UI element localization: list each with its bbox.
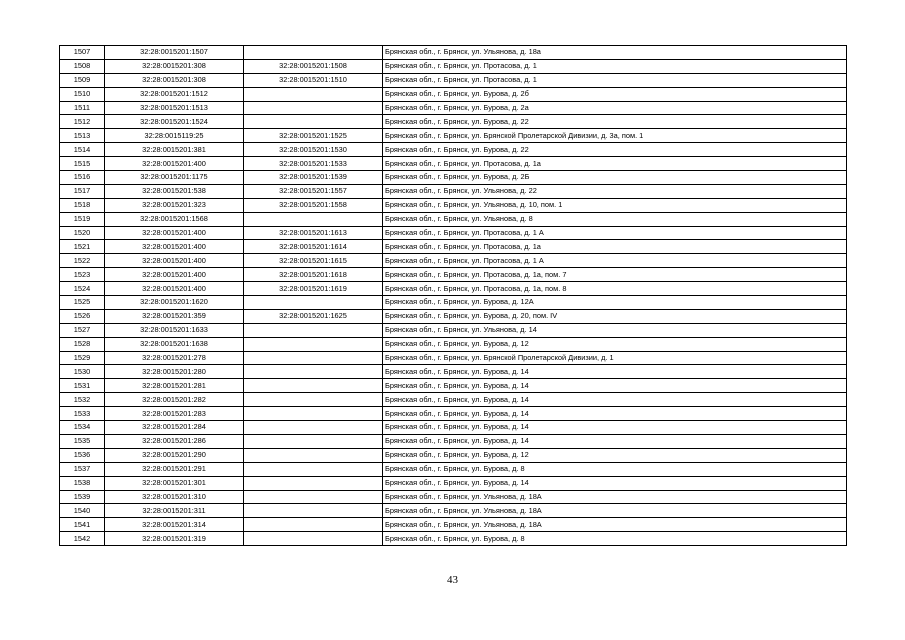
- table-row: [60, 532, 847, 546]
- row-number-cell: 1535: [60, 434, 105, 448]
- row-number-cell: 1518: [60, 198, 105, 212]
- cadastral-number-cell: 32:28:0015201:381: [105, 143, 244, 157]
- linked-cadastral-number-cell: [244, 323, 383, 337]
- table-row: [60, 268, 847, 282]
- address-cell: Брянская обл., г. Брянск, ул. Ульянова, д. 22: [383, 184, 847, 198]
- table-row: [60, 296, 847, 310]
- table-row: [60, 46, 847, 60]
- cadastral-number-cell: 32:28:0015201:538: [105, 184, 244, 198]
- linked-cadastral-number-cell: 32:28:0015201:1533: [244, 157, 383, 171]
- table-row: [60, 184, 847, 198]
- linked-cadastral-number-cell: [244, 462, 383, 476]
- table-row: [60, 407, 847, 421]
- linked-cadastral-number-cell: 32:28:0015201:1558: [244, 198, 383, 212]
- linked-cadastral-number-cell: [244, 87, 383, 101]
- cadastral-number-cell: 32:28:0015201:400: [105, 282, 244, 296]
- table-row: [60, 101, 847, 115]
- linked-cadastral-number-cell: [244, 351, 383, 365]
- address-cell: Брянская обл., г. Брянск, ул. Протасова, д. 1а: [383, 157, 847, 171]
- table-row: [60, 309, 847, 323]
- row-number-cell: 1529: [60, 351, 105, 365]
- linked-cadastral-number-cell: [244, 365, 383, 379]
- linked-cadastral-number-cell: 32:28:0015201:1613: [244, 226, 383, 240]
- table-row: [60, 226, 847, 240]
- address-cell: Брянская обл., г. Брянск, ул. Бурова, д. 14: [383, 379, 847, 393]
- address-cell: Брянская обл., г. Брянск, ул. Бурова, д. 12: [383, 337, 847, 351]
- row-number-cell: 1533: [60, 407, 105, 421]
- linked-cadastral-number-cell: 32:28:0015201:1530: [244, 143, 383, 157]
- table-row: [60, 490, 847, 504]
- row-number-cell: 1520: [60, 226, 105, 240]
- row-number-cell: 1525: [60, 296, 105, 310]
- address-cell: Брянская обл., г. Брянск, ул. Ульянова, д. 8: [383, 212, 847, 226]
- table-row: [60, 421, 847, 435]
- row-number-cell: 1524: [60, 282, 105, 296]
- cadastral-number-cell: 32:28:0015201:1524: [105, 115, 244, 129]
- address-cell: Брянская обл., г. Брянск, ул. Бурова, д. 14: [383, 365, 847, 379]
- row-number-cell: 1538: [60, 476, 105, 490]
- table-row: [60, 59, 847, 73]
- row-number-cell: 1514: [60, 143, 105, 157]
- cadastral-number-cell: 32:28:0015201:1638: [105, 337, 244, 351]
- row-number-cell: 1532: [60, 393, 105, 407]
- table-row: [60, 462, 847, 476]
- cadastral-number-cell: 32:28:0015201:1513: [105, 101, 244, 115]
- cadastral-number-cell: 32:28:0015201:1568: [105, 212, 244, 226]
- row-number-cell: 1522: [60, 254, 105, 268]
- cadastral-number-cell: 32:28:0015201:400: [105, 157, 244, 171]
- linked-cadastral-number-cell: [244, 448, 383, 462]
- table-row: [60, 365, 847, 379]
- table-row: [60, 351, 847, 365]
- linked-cadastral-number-cell: 32:28:0015201:1619: [244, 282, 383, 296]
- cadastral-number-cell: 32:28:0015201:284: [105, 421, 244, 435]
- cadastral-number-cell: 32:28:0015119:25: [105, 129, 244, 143]
- address-cell: Брянская обл., г. Брянск, ул. Протасова, д. 1а, пом. 8: [383, 282, 847, 296]
- address-cell: Брянская обл., г. Брянск, ул. Ульянова, д. 18А: [383, 504, 847, 518]
- address-cell: Брянская обл., г. Брянск, ул. Ульянова, д. 10, пом. 1: [383, 198, 847, 212]
- address-cell: Брянская обл., г. Брянск, ул. Протасова, д. 1 А: [383, 226, 847, 240]
- row-number-cell: 1534: [60, 421, 105, 435]
- cadastral-number-cell: 32:28:0015201:1620: [105, 296, 244, 310]
- row-number-cell: 1531: [60, 379, 105, 393]
- table-row: [60, 254, 847, 268]
- address-cell: Брянская обл., г. Брянск, ул. Бурова, д. 14: [383, 476, 847, 490]
- cadastral-number-cell: 32:28:0015201:283: [105, 407, 244, 421]
- cadastral-register-table: [59, 45, 847, 546]
- address-cell: Брянская обл., г. Брянск, ул. Бурова, д. 14: [383, 421, 847, 435]
- table-row: [60, 337, 847, 351]
- table-body: [60, 46, 847, 546]
- row-number-cell: 1541: [60, 518, 105, 532]
- cadastral-number-cell: 32:28:0015201:282: [105, 393, 244, 407]
- address-cell: Брянская обл., г. Брянск, ул. Бурова, д. 14: [383, 393, 847, 407]
- table-row: [60, 323, 847, 337]
- address-cell: Брянская обл., г. Брянск, ул. Бурова, д. 12А: [383, 296, 847, 310]
- linked-cadastral-number-cell: [244, 393, 383, 407]
- linked-cadastral-number-cell: 32:28:0015201:1615: [244, 254, 383, 268]
- address-cell: Брянская обл., г. Брянск, ул. Брянской Пролетарской Дивизии, д. 3а, пом. 1: [383, 129, 847, 143]
- row-number-cell: 1517: [60, 184, 105, 198]
- address-cell: Брянская обл., г. Брянск, ул. Протасова, д. 1а, пом. 7: [383, 268, 847, 282]
- address-cell: Брянская обл., г. Брянск, ул. Протасова, д. 1: [383, 59, 847, 73]
- row-number-cell: 1515: [60, 157, 105, 171]
- linked-cadastral-number-cell: [244, 532, 383, 546]
- row-number-cell: 1536: [60, 448, 105, 462]
- table-row: [60, 198, 847, 212]
- cadastral-number-cell: 32:28:0015201:400: [105, 226, 244, 240]
- cadastral-number-cell: 32:28:0015201:281: [105, 379, 244, 393]
- row-number-cell: 1510: [60, 87, 105, 101]
- address-cell: Брянская обл., г. Брянск, ул. Бурова, д. 14: [383, 407, 847, 421]
- address-cell: Брянская обл., г. Брянск, ул. Брянской Пролетарской Дивизии, д. 1: [383, 351, 847, 365]
- row-number-cell: 1527: [60, 323, 105, 337]
- row-number-cell: 1540: [60, 504, 105, 518]
- linked-cadastral-number-cell: [244, 46, 383, 60]
- address-cell: Брянская обл., г. Брянск, ул. Ульянова, д. 18А: [383, 490, 847, 504]
- cadastral-number-cell: 32:28:0015201:359: [105, 309, 244, 323]
- address-cell: Брянская обл., г. Брянск, ул. Бурова, д. 2Б: [383, 171, 847, 185]
- linked-cadastral-number-cell: 32:28:0015201:1525: [244, 129, 383, 143]
- address-cell: Брянская обл., г. Брянск, ул. Протасова, д. 1: [383, 73, 847, 87]
- address-cell: Брянская обл., г. Брянск, ул. Бурова, д. 8: [383, 462, 847, 476]
- linked-cadastral-number-cell: 32:28:0015201:1557: [244, 184, 383, 198]
- address-cell: Брянская обл., г. Брянск, ул. Протасова, д. 1а: [383, 240, 847, 254]
- linked-cadastral-number-cell: 32:28:0015201:1618: [244, 268, 383, 282]
- cadastral-number-cell: 32:28:0015201:308: [105, 73, 244, 87]
- table-row: [60, 143, 847, 157]
- linked-cadastral-number-cell: [244, 101, 383, 115]
- cadastral-number-cell: 32:28:0015201:323: [105, 198, 244, 212]
- cadastral-number-cell: 32:28:0015201:290: [105, 448, 244, 462]
- address-cell: Брянская обл., г. Брянск, ул. Протасова, д. 1 А: [383, 254, 847, 268]
- table-row: [60, 518, 847, 532]
- table-row: [60, 115, 847, 129]
- cadastral-number-cell: 32:28:0015201:310: [105, 490, 244, 504]
- row-number-cell: 1509: [60, 73, 105, 87]
- address-cell: Брянская обл., г. Брянск, ул. Бурова, д. 20, пом. IV: [383, 309, 847, 323]
- linked-cadastral-number-cell: [244, 490, 383, 504]
- linked-cadastral-number-cell: [244, 434, 383, 448]
- table-row: [60, 87, 847, 101]
- address-cell: Брянская обл., г. Брянск, ул. Бурова, д. 2а: [383, 101, 847, 115]
- linked-cadastral-number-cell: [244, 504, 383, 518]
- linked-cadastral-number-cell: [244, 337, 383, 351]
- row-number-cell: 1511: [60, 101, 105, 115]
- cadastral-number-cell: 32:28:0015201:286: [105, 434, 244, 448]
- linked-cadastral-number-cell: [244, 379, 383, 393]
- cadastral-number-cell: 32:28:0015201:1507: [105, 46, 244, 60]
- row-number-cell: 1523: [60, 268, 105, 282]
- address-cell: Брянская обл., г. Брянск, ул. Бурова, д. 22: [383, 143, 847, 157]
- row-number-cell: 1526: [60, 309, 105, 323]
- linked-cadastral-number-cell: [244, 421, 383, 435]
- linked-cadastral-number-cell: 32:28:0015201:1510: [244, 73, 383, 87]
- address-cell: Брянская обл., г. Брянск, ул. Ульянова, д. 18а: [383, 46, 847, 60]
- table-row: [60, 379, 847, 393]
- address-cell: Брянская обл., г. Брянск, ул. Ульянова, д. 18А: [383, 518, 847, 532]
- linked-cadastral-number-cell: 32:28:0015201:1508: [244, 59, 383, 73]
- linked-cadastral-number-cell: 32:28:0015201:1614: [244, 240, 383, 254]
- row-number-cell: 1507: [60, 46, 105, 60]
- cadastral-number-cell: 32:28:0015201:1175: [105, 171, 244, 185]
- cadastral-number-cell: 32:28:0015201:400: [105, 254, 244, 268]
- linked-cadastral-number-cell: [244, 212, 383, 226]
- linked-cadastral-number-cell: [244, 407, 383, 421]
- row-number-cell: 1530: [60, 365, 105, 379]
- row-number-cell: 1539: [60, 490, 105, 504]
- row-number-cell: 1528: [60, 337, 105, 351]
- table-row: [60, 212, 847, 226]
- page-number: 43: [447, 574, 458, 586]
- row-number-cell: 1521: [60, 240, 105, 254]
- linked-cadastral-number-cell: [244, 115, 383, 129]
- cadastral-number-cell: 32:28:0015201:314: [105, 518, 244, 532]
- address-cell: Брянская обл., г. Брянск, ул. Бурова, д. 12: [383, 448, 847, 462]
- address-cell: Брянская обл., г. Брянск, ул. Бурова, д. 2б: [383, 87, 847, 101]
- cadastral-number-cell: 32:28:0015201:291: [105, 462, 244, 476]
- row-number-cell: 1542: [60, 532, 105, 546]
- table-row: [60, 171, 847, 185]
- cadastral-number-cell: 32:28:0015201:308: [105, 59, 244, 73]
- table-row: [60, 129, 847, 143]
- cadastral-number-cell: 32:28:0015201:301: [105, 476, 244, 490]
- cadastral-number-cell: 32:28:0015201:311: [105, 504, 244, 518]
- table-row: [60, 282, 847, 296]
- table-row: [60, 448, 847, 462]
- cadastral-number-cell: 32:28:0015201:400: [105, 240, 244, 254]
- table-row: [60, 73, 847, 87]
- row-number-cell: 1513: [60, 129, 105, 143]
- row-number-cell: 1512: [60, 115, 105, 129]
- cadastral-number-cell: 32:28:0015201:280: [105, 365, 244, 379]
- linked-cadastral-number-cell: [244, 296, 383, 310]
- cadastral-number-cell: 32:28:0015201:1633: [105, 323, 244, 337]
- table-row: [60, 504, 847, 518]
- table-row: [60, 434, 847, 448]
- cadastral-number-cell: 32:28:0015201:400: [105, 268, 244, 282]
- table-row: [60, 157, 847, 171]
- table-row: [60, 476, 847, 490]
- row-number-cell: 1508: [60, 59, 105, 73]
- row-number-cell: 1519: [60, 212, 105, 226]
- table-row: [60, 393, 847, 407]
- linked-cadastral-number-cell: 32:28:0015201:1625: [244, 309, 383, 323]
- address-cell: Брянская обл., г. Брянск, ул. Ульянова, д. 14: [383, 323, 847, 337]
- linked-cadastral-number-cell: [244, 476, 383, 490]
- cadastral-number-cell: 32:28:0015201:1512: [105, 87, 244, 101]
- cadastral-number-cell: 32:28:0015201:278: [105, 351, 244, 365]
- table-row: [60, 240, 847, 254]
- linked-cadastral-number-cell: 32:28:0015201:1539: [244, 171, 383, 185]
- cadastral-number-cell: 32:28:0015201:319: [105, 532, 244, 546]
- address-cell: Брянская обл., г. Брянск, ул. Бурова, д. 14: [383, 434, 847, 448]
- row-number-cell: 1516: [60, 171, 105, 185]
- address-cell: Брянская обл., г. Брянск, ул. Бурова, д. 22: [383, 115, 847, 129]
- address-cell: Брянская обл., г. Брянск, ул. Бурова, д. 8: [383, 532, 847, 546]
- row-number-cell: 1537: [60, 462, 105, 476]
- linked-cadastral-number-cell: [244, 518, 383, 532]
